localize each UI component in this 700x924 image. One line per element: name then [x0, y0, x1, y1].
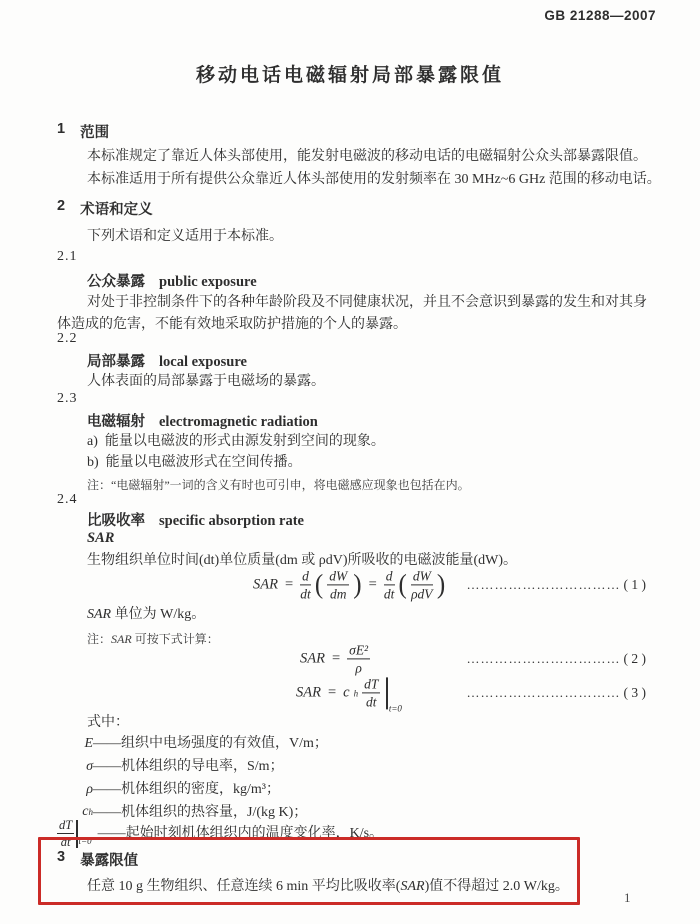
clause-2-4-body: 生物组织单位时间(dt)单位质量(dm 或 ρdV)所吸收的电磁波能量(dW)。: [87, 553, 518, 568]
term-sar: [87, 509, 304, 530]
fraction-dw-pdv: $\frac{dW}{\text{ρdV}}$: [411, 568, 433, 602]
formula-3-label: ( 3 ): [623, 685, 646, 700]
item-b-label: b): [87, 455, 99, 470]
left-paren: (: [398, 570, 407, 600]
formula-3-leader: [467, 685, 647, 701]
term-public-exposure-cn: 公众暴露: [87, 274, 145, 290]
section-3-heading: [57, 849, 138, 870]
fraction-dw-dm: $\frac{dW}{dm}$: [329, 568, 348, 602]
fraction-d-dt: $\frac{d}{dt}$: [300, 568, 311, 602]
clause-2-2-number: 2.2: [57, 331, 78, 346]
formula-3-expression: [296, 676, 402, 713]
formula-1: [0, 565, 700, 605]
symbol-definition-ch: c h ——机体组织的热容量，J/(kg K)；: [82, 804, 308, 820]
dot-leader: ……………………………: [466, 651, 621, 666]
evaluation-bar-small: t=0: [76, 820, 91, 848]
formula-3: [0, 672, 700, 714]
clause-2-1-number: 2.1: [57, 249, 78, 264]
where-label: 式中：: [87, 715, 129, 730]
term-local-exposure-en: local exposure: [159, 354, 247, 370]
left-paren: (: [314, 570, 324, 600]
formula-2-lhs: SAR: [300, 650, 325, 667]
formula-2-leader: [467, 651, 647, 667]
section-1-number: 1: [57, 121, 66, 137]
symbol-definition-sigma: σ ——机体组织的导电率，S/m；: [86, 759, 284, 774]
fraction-d-dt: $\frac{d}{dt}$: [383, 568, 395, 602]
term-local-exposure: [87, 350, 247, 371]
item-b-text: 能量以电磁波形式在空间传播。: [105, 455, 302, 470]
formula-1-label: ( 1 ): [623, 577, 646, 592]
section-3-body: 任意 10 g 生物组织、任意连续 6 min 平均比吸收率(SAR)值不得超过 2.0 W/kg。: [87, 879, 569, 894]
section-2-title: 术语和定义: [80, 202, 153, 218]
symbol-definition-rho: ρ ——机体组织的密度，kg/m³；: [86, 782, 280, 797]
formula-1-expression: [253, 568, 445, 601]
doc-code: GB 21288—2007: [544, 8, 656, 23]
section-1-paragraph-1: 本标准规定了靠近人体头部使用，能发射电磁波的移动电话的电磁辐射公众头部暴露限值。: [87, 149, 647, 164]
term-sar-en: specific absorption rate: [159, 513, 304, 529]
fraction-dt-dt: $\frac{dT}{dt}$: [364, 676, 379, 710]
term-sar-symbol: SAR: [87, 530, 115, 546]
section-2-intro: 下列术语和定义适用于本标准。: [87, 229, 283, 244]
sar-unit-line: SAR 单位为 W/kg。: [87, 607, 206, 622]
vertical-bar: [386, 677, 388, 709]
formula-2-label: ( 2 ): [623, 651, 646, 666]
page-title: 移动电话电磁辐射局部暴露限值: [195, 65, 504, 86]
section-3-title: 暴露限值: [80, 853, 139, 869]
section-1-paragraph-2: 本标准适用于所有提供公众靠近人体头部使用的发射频率在 30 MHz~6 GHz 范围的移动电话。: [87, 172, 661, 187]
clause-2-4-number: 2.4: [57, 492, 78, 507]
item-a-label: a): [87, 434, 98, 449]
fraction-dt-dt-small: $\frac{dT}{dt}$: [59, 818, 73, 849]
coefficient-c-subscript: h: [353, 688, 359, 698]
symbol-definition-E: E ——组织中电场强度的有效值，V/m；: [84, 736, 328, 751]
formula-3-lhs: SAR: [296, 684, 321, 701]
clause-2-4-note: 注：SAR 可按下式计算：: [87, 632, 219, 646]
equals-sign: =: [368, 576, 377, 593]
symbol-definition-dtdt: $\frac{dT}{dt}$ t=0 ——起始时刻机体组织内的温度变化率，K/s。: [59, 818, 384, 849]
item-a-text: 能量以电磁波的形式由源发射到空间的现象。: [104, 434, 385, 449]
right-paren: ): [353, 570, 362, 600]
dot-leader: ……………………………: [466, 577, 621, 592]
clause-2-3-number: 2.3: [57, 391, 78, 406]
evaluation-subscript: t=0: [388, 703, 402, 713]
equals-sign: =: [284, 576, 294, 593]
dot-leader: ……………………………: [466, 685, 621, 700]
formula-1-lhs: SAR: [253, 576, 278, 593]
term-sar-cn: 比吸收率: [87, 513, 145, 529]
coefficient-c: c: [343, 684, 350, 701]
section-1-heading: [57, 121, 109, 142]
formula-1-leader: [467, 577, 647, 593]
clause-2-3-note: 注：“电磁辐射”一词的含义有时也可引申，将电磁感应现象也包括在内。: [87, 478, 470, 492]
page-number: 1: [624, 890, 631, 905]
section-2-heading: [57, 198, 153, 219]
formula-2-expression: [300, 642, 370, 675]
term-em-radiation: [87, 410, 318, 431]
clause-2-1-body: 对处于非控制条件下的各种年龄阶段及不同健康状况，并且不会意识到暴露的发生和对其身体造成的危害，不能有效地采取防护措施的个人的暴露。: [57, 295, 647, 332]
term-public-exposure: [87, 270, 257, 291]
fraction-sigma-e2-rho: $\frac{\text{σE²}}{\rho}$: [349, 642, 369, 676]
term-public-exposure-en: public exposure: [159, 274, 257, 290]
clause-2-3-item-b: [87, 452, 302, 474]
section-3-number: 3: [57, 849, 66, 865]
right-paren: ): [436, 570, 446, 600]
term-em-radiation-cn: 电磁辐射: [87, 414, 145, 430]
section-2-number: 2: [57, 198, 66, 214]
term-local-exposure-cn: 局部暴露: [87, 354, 145, 370]
section-1-title: 范围: [80, 125, 110, 141]
evaluation-bar: [386, 677, 402, 713]
equals-sign: =: [331, 650, 341, 667]
term-em-radiation-en: electromagnetic radiation: [159, 414, 318, 430]
clause-2-2-body: 人体表面的局部暴露于电磁场的暴露。: [87, 374, 325, 389]
equals-sign: =: [327, 684, 337, 701]
clause-2-3-item-a: [87, 431, 385, 453]
